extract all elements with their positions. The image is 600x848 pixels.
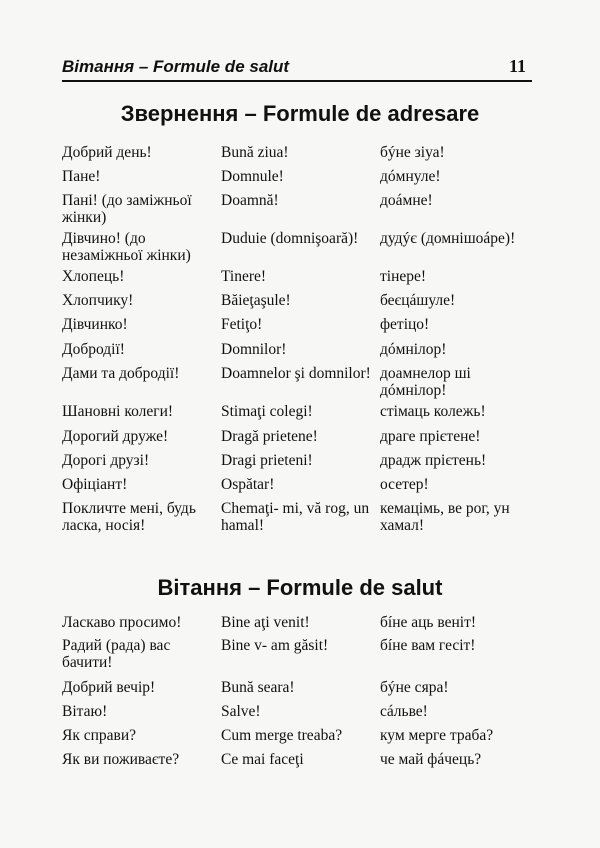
transcription: бíне аць веніт! (380, 614, 477, 631)
romanian-phrase: Bună seara! (221, 679, 295, 696)
ukrainian-phrase: Офіціант! (62, 476, 128, 493)
transcription: осетер! (380, 476, 429, 493)
ukrainian-phrase: Шановні колеги! (62, 403, 174, 420)
romanian-phrase: Dragă prietene! (221, 428, 318, 445)
ukrainian-phrase: Вітаю! (62, 703, 108, 720)
page-number: 11 (508, 56, 526, 76)
transcription: дóмнілор! (380, 341, 447, 358)
romanian-phrase: Chemaţi- mi, vă rog, un hamal! (221, 500, 370, 534)
transcription: драге прієтене! (380, 428, 481, 445)
romanian-phrase: Salve! (221, 703, 261, 720)
romanian-phrase: Cum merge treaba? (221, 727, 343, 744)
ukrainian-phrase: Добрий вечір! (62, 679, 156, 696)
ukrainian-phrase: Як ви поживаєте? (62, 751, 180, 768)
transcription: доáмне! (380, 192, 433, 209)
ukrainian-phrase: Дорогий друже! (62, 428, 169, 445)
section-heading-address: Звернення – Formule de adresare (120, 101, 480, 126)
romanian-phrase: Bine aţi venit! (221, 614, 310, 631)
ukrainian-phrase: Радий (рада) вас бачити! (62, 637, 171, 671)
transcription: бíне вам гесіт! (380, 637, 476, 654)
transcription: кемацімь, ве рог, ун хамал! (380, 500, 510, 534)
running-head (62, 56, 532, 82)
romanian-phrase: Domnule! (221, 168, 284, 185)
transcription: фетіцо! (380, 316, 430, 333)
ukrainian-phrase: Добрий день! (62, 144, 152, 161)
running-title: Вітання – Formule de salut (62, 57, 290, 76)
transcription: стімаць колежь! (380, 403, 486, 420)
ukrainian-phrase: Пане! (62, 168, 101, 185)
transcription: бýне сяра! (380, 679, 449, 696)
transcription: кум мерге траба? (380, 727, 494, 744)
ukrainian-phrase: Дівчино! (до незаміжньої жінки) (62, 230, 191, 264)
romanian-phrase: Duduie (domnişoară)! (221, 230, 359, 247)
ukrainian-phrase: Дами та добродії! (62, 365, 180, 382)
transcription: доамнелор ші дóмнілор! (380, 365, 471, 399)
transcription: че май фáчець? (380, 751, 482, 768)
romanian-phrase: Bine v- am găsit! (221, 637, 329, 654)
ukrainian-phrase: Ласкаво просимо! (62, 614, 182, 631)
transcription: драдж прієтень! (380, 452, 487, 469)
ukrainian-phrase: Дівчинко! (62, 316, 128, 333)
ukrainian-phrase: Покличте мені, будь ласка, носія! (62, 500, 196, 534)
transcription: тінере! (380, 268, 427, 285)
ukrainian-phrase: Хлопець! (62, 268, 125, 285)
romanian-phrase: Ce mai faceţi (221, 751, 304, 768)
ukrainian-phrase: Добродії! (62, 341, 125, 358)
ukrainian-phrase: Хлопчику! (62, 292, 134, 309)
transcription: сáльве! (380, 703, 428, 720)
transcription: бýне зіуа! (380, 144, 445, 161)
romanian-phrase: Doamnă! (221, 192, 279, 209)
ukrainian-phrase: Як справи? (62, 727, 137, 744)
transcription: дудýє (домнішоáре)! (380, 230, 516, 247)
romanian-phrase: Fetiţo! (221, 316, 263, 333)
transcription: беєцáшуле! (380, 292, 456, 309)
ukrainian-phrase: Дорогі друзі! (62, 452, 150, 469)
section-heading-greetings: Вітання – Formule de salut (157, 575, 443, 600)
romanian-phrase: Stimaţi colegi! (221, 403, 313, 420)
romanian-phrase: Dragi prieteni! (221, 452, 313, 469)
transcription: дóмнуле! (380, 168, 441, 185)
romanian-phrase: Doamnelor şi domnilor! (221, 365, 371, 382)
romanian-phrase: Bună ziua! (221, 144, 289, 161)
romanian-phrase: Tinere! (221, 268, 267, 285)
romanian-phrase: Ospătar! (221, 476, 275, 493)
romanian-phrase: Domnilor! (221, 341, 287, 358)
romanian-phrase: Băieţaşule! (221, 292, 291, 309)
ukrainian-phrase: Пані! (до заміжньої жінки) (62, 192, 192, 226)
